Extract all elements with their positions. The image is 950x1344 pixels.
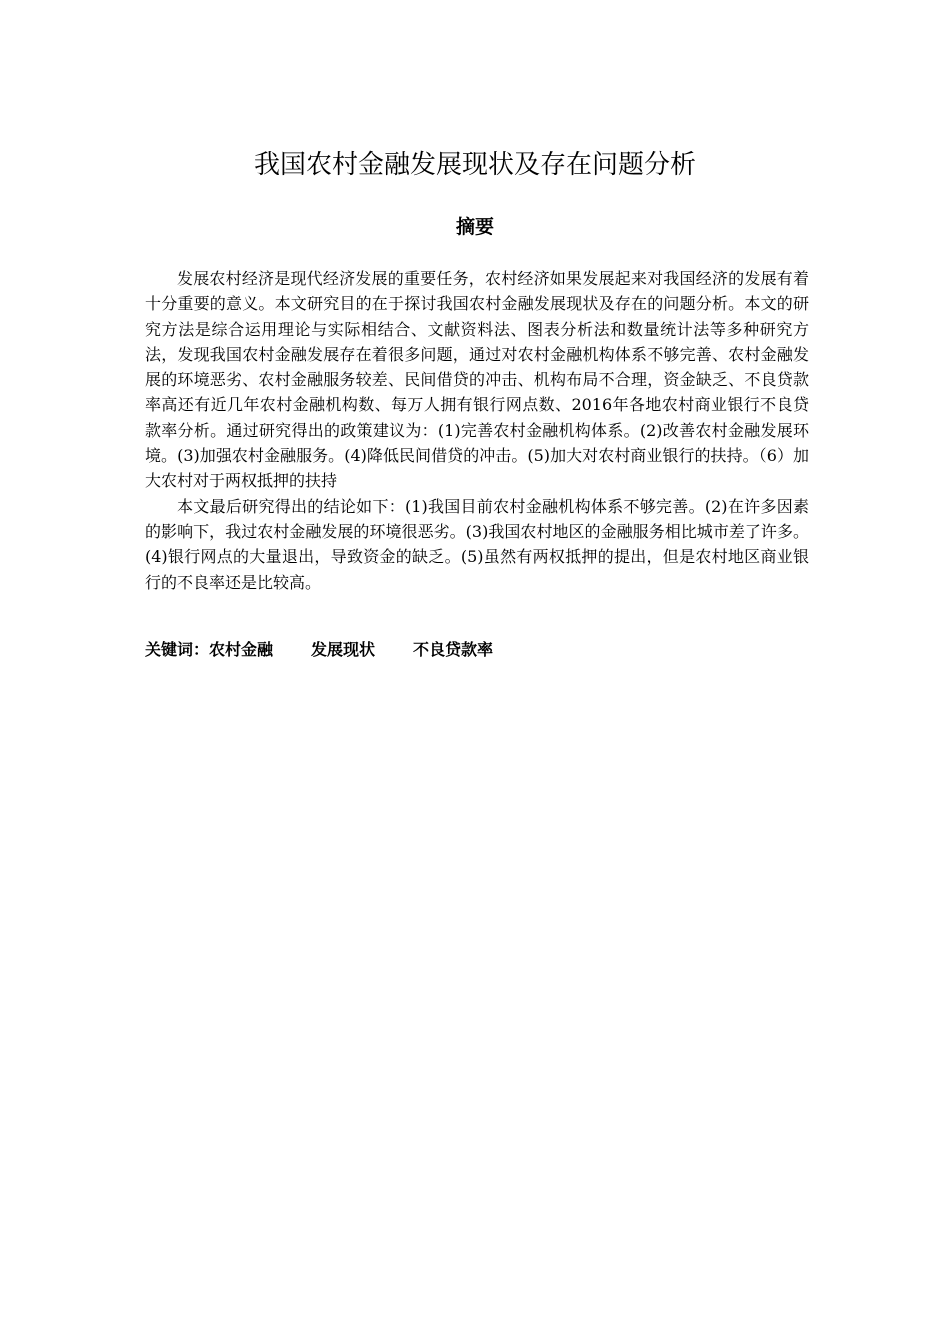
keywords-label: 关键词： bbox=[145, 640, 210, 659]
abstract-paragraph-1: 发展农村经济是现代经济发展的重要任务，农村经济如果发展起来对我国经济的发展有着十分重要的意义。本文研究目的在于探讨我国农村金融发展现状及存在的问题分析。本文的研究方法是综合运用理论与实际相结合、文献资料法、图表分析法和数量统计法等多种研究方法，发现我国农村金融发展存在着很多问题，通过对农村金融机构体系不够完善、农村金融发展的环境恶劣、农村金融服务较差、民间借贷的冲击、机构布局不合理，资金缺乏、不良贷款率高还有近几年农村金融机构数、每万人拥有银行网点数、2016年各地农村商业银行不良贷款率分析。通过研究得出的政策建议为：(1)完善农村金融机构体系。(2)改善农村金融发展环境。(3)加强农村金融服务。(4)降低民间借贷的冲击。(5)加大对农村商业银行的扶持。（6）加大农村对于两权抵押的扶持 bbox=[145, 269, 809, 491]
abstract-heading: 摘要 bbox=[455, 216, 494, 238]
abstract-body bbox=[145, 266, 809, 595]
keyword-2: 发展现状 bbox=[311, 640, 376, 659]
keyword-1: 农村金融 bbox=[209, 640, 274, 659]
keywords-line bbox=[145, 638, 809, 662]
keyword-3: 不良贷款率 bbox=[413, 640, 494, 659]
document-title: 我国农村金融发展现状及存在问题分析 bbox=[253, 150, 696, 180]
abstract-paragraph-2: 本文最后研究得出的结论如下：(1)我国目前农村金融机构体系不够完善。(2)在许多因素的影响下，我过农村金融发展的环境很恶劣。(3)我国农村地区的金融服务相比城市差了许多。(4)银行网点的大量退出，导致资金的缺乏。(5)虽然有两权抵押的提出，但是农村地区商业银行的不良率还是比较高。 bbox=[145, 496, 809, 592]
